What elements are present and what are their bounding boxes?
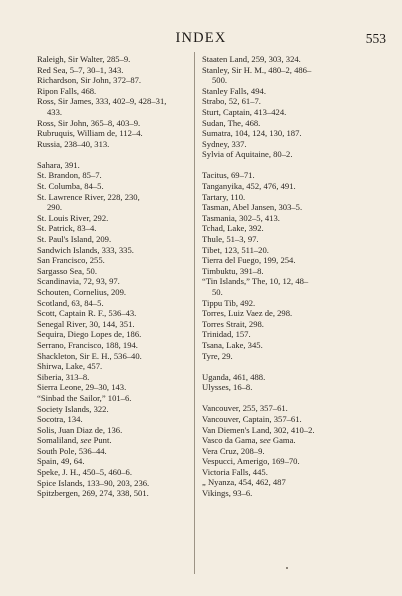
index-entry: Ripon Falls, 468. [37, 85, 97, 96]
entry-term: Somaliland, [37, 435, 79, 446]
index-entry: Sequira, Diego Lopes de, 186. [37, 329, 142, 340]
index-entry: Spitzbergen, 269, 274, 338, 501. [37, 488, 149, 499]
index-entry: Tasman, Abel Jansen, 303–5. [202, 202, 303, 213]
index-entry: Tierra del Fuego, 199, 254. [202, 255, 296, 266]
entry-continuation: 50. [212, 286, 223, 297]
column-divider [194, 52, 195, 574]
index-entry: Sturt, Captain, 413–424. [202, 106, 287, 117]
index-entry: Sierra Leone, 29–30, 143. [37, 382, 127, 393]
entry-continuation: 500. [212, 75, 228, 86]
entry-line: “Tin Islands,” The, 10, 12, 48– [202, 276, 309, 287]
index-entry [37, 96, 188, 117]
index-entry: Raleigh, Sir Walter, 285–9. [37, 54, 131, 64]
index-entry: Tartary, 110. [202, 191, 246, 202]
index-entry: Van Diemen's Land, 302, 410–2. [202, 424, 315, 435]
see-reference: see [80, 435, 92, 446]
index-entry: Thule, 51–3, 97. [202, 234, 259, 244]
index-entry: Tasmania, 302–5, 413. [202, 212, 280, 223]
index-entry: Tchad, Lake, 392. [202, 223, 264, 234]
index-entry: Victoria Falls, 445. [202, 466, 268, 477]
index-entry [202, 276, 377, 297]
index-entry: Tsana, Lake, 345. [202, 339, 263, 350]
index-entry: Siberia, 313–8. [37, 371, 90, 382]
index-entry [202, 435, 377, 446]
index-entry: Trinidad, 157. [202, 329, 251, 340]
index-entry: Ross, Sir John, 365–8, 403–9. [37, 117, 141, 128]
index-entry: Shackleton, Sir E. H., 536–40. [37, 350, 142, 361]
index-entry: Sudan, The, 468. [202, 117, 261, 128]
index-entry: Schouten, Cornelius, 209. [37, 286, 127, 297]
see-reference: see [259, 435, 271, 446]
index-entry: St. Paul's Island, 209. [37, 234, 112, 244]
index-entry: Sahara, 391. [37, 159, 80, 170]
index-entry: Stanley Falls, 494. [202, 85, 266, 96]
index-entry: San Francisco, 255. [37, 255, 105, 266]
index-entry: Tibet, 123, 511–20. [202, 244, 269, 255]
index-entry: Speke, J. H., 450–5, 460–6. [37, 467, 133, 478]
index-entry: Staaten Land, 259, 303, 324. [202, 54, 301, 64]
see-target: Punt. [93, 435, 112, 446]
index-entry: Vikings, 93–6. [202, 488, 253, 499]
index-entry: Solis, Juan Diaz de, 136. [37, 424, 123, 435]
see-target: Gama. [272, 435, 296, 446]
index-entry: Rubruquis, William de, 112–4. [37, 128, 143, 139]
entry-line: St. Lawrence River, 228, 230, [37, 191, 140, 202]
index-entry: Serrano, Francisco, 188, 194. [37, 339, 138, 350]
index-entry: Tyre, 29. [202, 350, 233, 361]
index-entry [37, 192, 188, 213]
index-entry: Society Islands, 322. [37, 403, 109, 414]
entry-continuation: 433. [47, 106, 63, 117]
index-entry: Tacitus, 69–71. [202, 170, 255, 181]
index-entry: Ulysses, 16–8. [202, 382, 253, 393]
index-entry: South Pole, 536–44. [37, 445, 107, 456]
page-title: INDEX [175, 30, 227, 46]
index-entry: Vancouver, 255, 357–61. [202, 403, 288, 414]
index-entry: Spice Islands, 133–90, 203, 236. [37, 477, 150, 488]
running-header [0, 30, 402, 50]
index-entry: Sydney, 337. [202, 138, 247, 149]
index-entry [202, 65, 377, 86]
entry-term: Vasco da Gama, [202, 435, 258, 446]
page-number: 553 [365, 31, 386, 46]
index-column-left [37, 54, 188, 499]
index-entry: Vera Cruz, 208–9. [202, 445, 265, 456]
index-entry [37, 435, 188, 446]
index-entry: Uganda, 461, 488. [202, 371, 266, 382]
index-entry: St. Brandon, 85–7. [37, 170, 102, 181]
entry-line: Stanley, Sir H. M., 480–2, 486– [202, 64, 312, 75]
index-entry: Spain, 49, 64. [37, 456, 85, 467]
index-entry: St. Columba, 84–5. [37, 181, 104, 192]
index-entry: St. Patrick, 83–4. [37, 223, 97, 234]
index-entry: Torres Strait, 298. [202, 318, 264, 329]
index-entry: Scotland, 63, 84–5. [37, 297, 104, 308]
index-entry: Tippu Tib, 492. [202, 297, 256, 308]
index-entry: St. Louis River, 292. [37, 212, 109, 223]
index-entry: Vespucci, Amerigo, 169–70. [202, 456, 300, 467]
index-entry: Richardson, Sir John, 372–87. [37, 75, 142, 86]
index-entry: Torres, Luiz Vaez de, 298. [202, 308, 293, 319]
index-entry: „ Nyanza, 454, 462, 487 [202, 477, 286, 488]
index-entry: Sumatra, 104, 124, 130, 187. [202, 128, 302, 139]
index-entry: Vancouver, Captain, 357–61. [202, 413, 302, 424]
index-entry: Scott, Captain R. F., 536–43. [37, 308, 137, 319]
index-entry: Sylvia of Aquitaine, 80–2. [202, 149, 293, 160]
index-entry: Sandwich Islands, 333, 335. [37, 244, 134, 255]
index-entry: Red Sea, 5–7, 30–1, 343. [37, 64, 124, 75]
entry-line: Ross, Sir James, 333, 402–9, 428–31, [37, 96, 167, 107]
index-entry: Socotra, 134. [37, 414, 83, 425]
index-entry: “Sinbad the Sailor,” 101–6. [37, 392, 132, 403]
index-column-right [202, 54, 377, 499]
index-entry: Shirwa, Lake, 457. [37, 361, 103, 372]
index-entry: Senegal River, 30, 144, 351. [37, 318, 135, 329]
printer-mark [286, 567, 288, 569]
index-entry: Timbuktu, 391–8. [202, 265, 264, 276]
index-entry: Sargasso Sea, 50. [37, 265, 97, 276]
index-entry: Russia, 238–40, 313. [37, 138, 110, 149]
index-entry: Strabo, 52, 61–7. [202, 96, 261, 107]
index-entry: Tanganyika, 452, 476, 491. [202, 181, 296, 192]
entry-continuation: 290. [47, 202, 63, 213]
index-entry: Scandinavia, 72, 93, 97. [37, 276, 120, 287]
